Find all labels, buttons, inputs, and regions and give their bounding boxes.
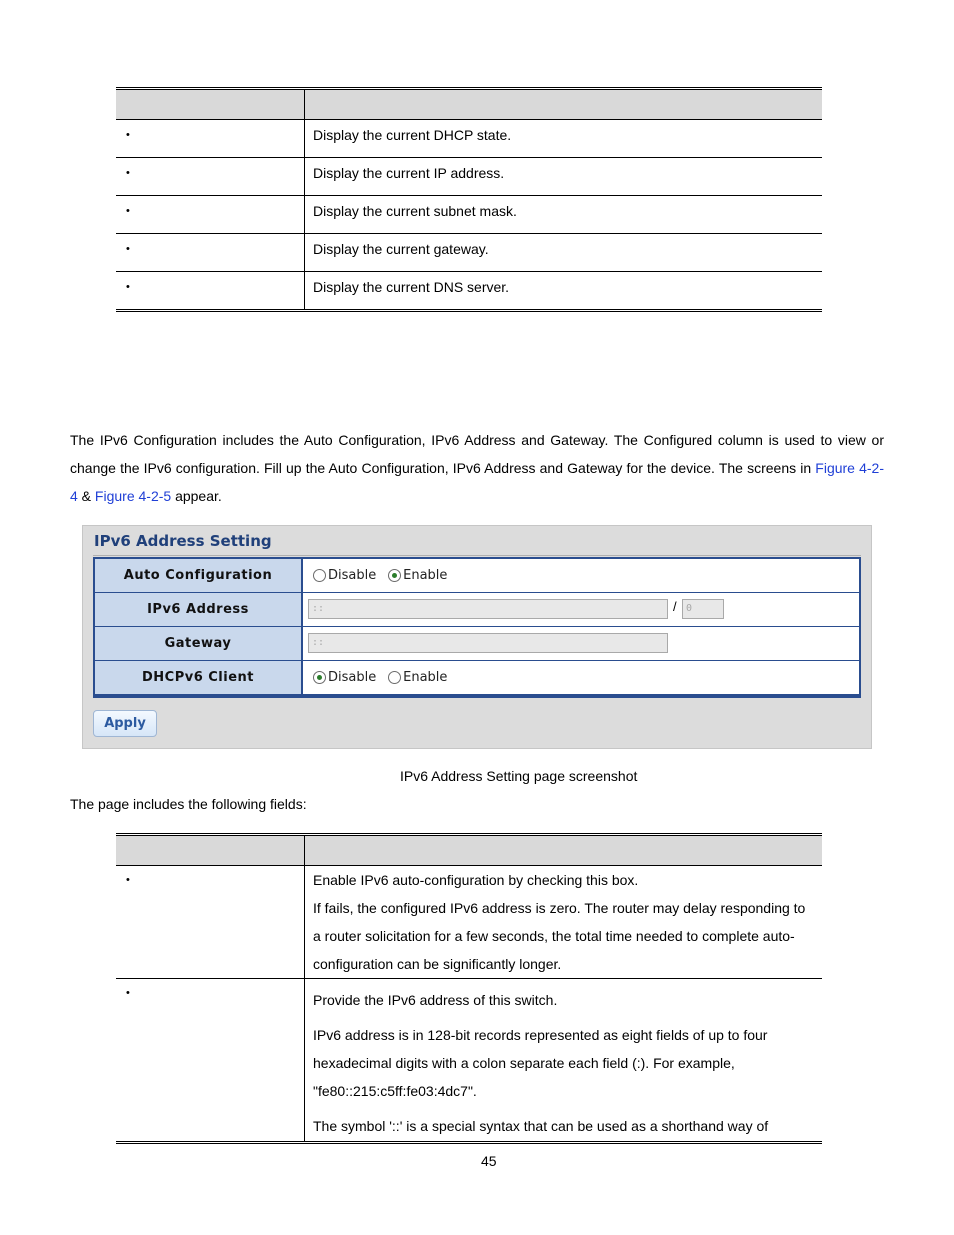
field-description: Provide the IPv6 address of this switch. [313, 992, 558, 1008]
row-description: Display the current IP address. [313, 165, 505, 181]
intro-text: & [77, 488, 95, 504]
figure-link[interactable]: Figure 4-2-5 [94, 488, 172, 504]
bullet: • [126, 281, 130, 293]
figure-link[interactable]: Figure 4-2-4 [70, 460, 884, 504]
auto-config-enable-radio[interactable] [388, 569, 401, 582]
status-table [116, 87, 822, 312]
row-description: Display the current DNS server. [313, 279, 510, 295]
settings-table [93, 557, 861, 698]
setting-row-auto-configuration [95, 559, 859, 593]
bullet: • [126, 874, 130, 886]
field-description: If fails, the configured IPv6 address is zero. The router may delay responding to a router solicitation for a few seconds, the total time needed to complete auto-configuration can be significantly longer. [313, 900, 806, 972]
fields-intro: The page includes the following fields: [70, 796, 307, 812]
field-description: Enable IPv6 auto-configuration by checking this box. [313, 872, 639, 888]
bullet: • [126, 205, 130, 217]
table-row [116, 866, 822, 979]
radio-label: Enable [403, 567, 448, 583]
page-number: 45 [481, 1153, 497, 1169]
bullet: • [126, 167, 130, 179]
dhcpv6-enable-radio[interactable] [388, 671, 401, 684]
row-label: Auto Configuration [95, 559, 303, 592]
table-row [116, 979, 822, 1141]
intro-text: The IPv6 Configuration includes the Auto Configuration, IPv6 Address and Gateway. The Configured column is used to view or change the IPv6 configuration. Fill up the Auto Configuration, IPv6 Address and Gateway for the device. The screens in [70, 432, 884, 476]
table-row [116, 120, 822, 158]
table-row [116, 234, 822, 272]
row-description: Display the current subnet mask. [313, 203, 517, 219]
radio-label: Enable [403, 669, 448, 685]
intro-paragraph [70, 426, 884, 510]
fields-table [116, 833, 822, 1144]
row-label: DHCPv6 Client [95, 661, 303, 694]
setting-row-ipv6-address [95, 593, 859, 627]
table-row [116, 196, 822, 234]
panel-title: IPv6 Address Setting [94, 532, 272, 550]
title-divider [93, 555, 861, 556]
row-label: Gateway [95, 627, 303, 660]
field-description: The symbol '::' is a special syntax that can be used as a shorthand way of [313, 1118, 769, 1134]
setting-row-gateway [95, 627, 859, 661]
field-description: IPv6 address is in 128-bit records represented as eight fields of up to four hexadecimal digits with a colon separate each field (:). For example, "fe80::215:c5ff:fe03:4dc7". [313, 1027, 768, 1099]
dhcpv6-disable-radio[interactable] [313, 671, 326, 684]
figure-caption: IPv6 Address Setting page screenshot [400, 768, 638, 784]
radio-label: Disable [328, 669, 377, 685]
bullet: • [126, 243, 130, 255]
prefix-length-input[interactable]: 0 [682, 599, 724, 619]
intro-text: appear. [171, 488, 222, 504]
setting-row-dhcpv6-client [95, 661, 859, 694]
row-label: IPv6 Address [95, 593, 303, 626]
radio-label: Disable [328, 567, 377, 583]
ipv6-setting-screenshot [82, 525, 872, 749]
auto-config-disable-radio[interactable] [313, 569, 326, 582]
gateway-input[interactable]: :: [308, 633, 668, 653]
table-row [116, 158, 822, 196]
bullet: • [126, 987, 130, 999]
row-description: Display the current DHCP state. [313, 127, 512, 143]
prefix-separator: / [673, 599, 677, 614]
bullet: • [126, 129, 130, 141]
apply-button[interactable]: Apply [93, 710, 157, 737]
table-header [116, 90, 822, 120]
table-header [116, 836, 822, 866]
ipv6-address-input[interactable]: :: [308, 599, 668, 619]
table-row [116, 272, 822, 309]
row-description: Display the current gateway. [313, 241, 489, 257]
